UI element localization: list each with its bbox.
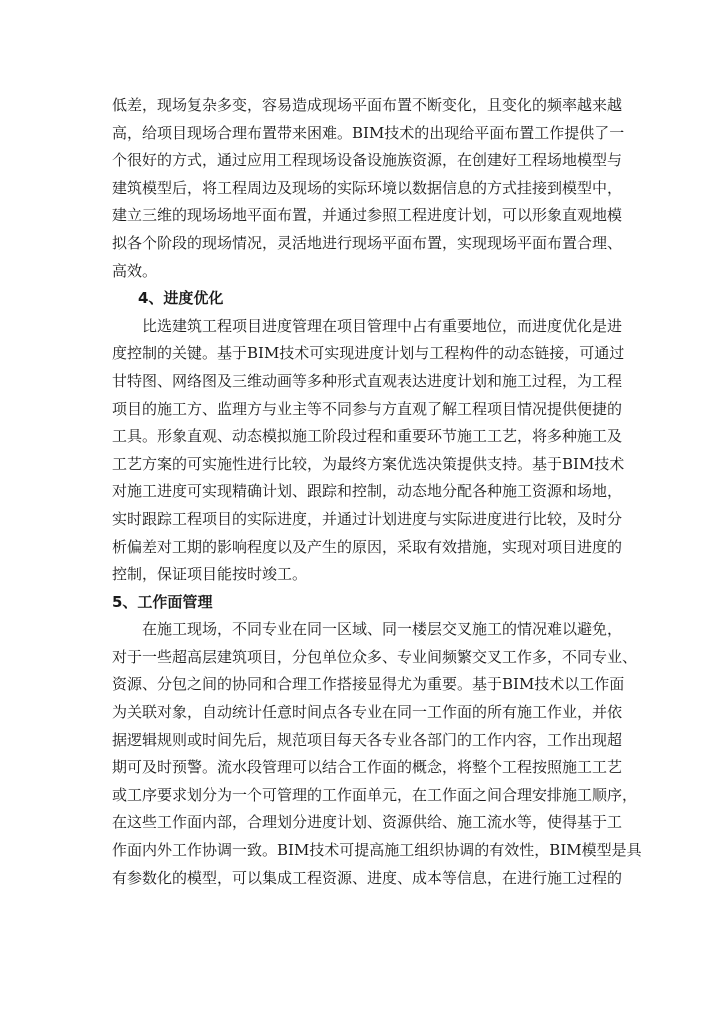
paragraph-line: 或工序要求划分为一个可管理的工作面单元，在工作面之间合理安排施工顺序， bbox=[112, 785, 638, 804]
paragraph-line: 在施工现场，不同专业在同一区域、同一楼层交叉施工的情况难以避免， bbox=[142, 620, 623, 639]
paragraph-line: 作面内外工作协调一致。BIM技术可提高施工组织协调的有效性，BIM模型是具 bbox=[112, 841, 642, 860]
paragraph-line: 比选建筑工程项目进度管理在项目管理中占有重要地位，而进度优化是进 bbox=[142, 316, 623, 335]
paragraph-line: 对于一些超高层建筑项目，分包单位众多、专业间频繁交叉工作多，不同专业、 bbox=[112, 647, 638, 666]
paragraph-line: 实时跟踪工程项目的实际进度，并通过计划进度与实际进度进行比较，及时分 bbox=[112, 509, 623, 528]
section-heading-work-face-management: 5、工作面管理 bbox=[112, 592, 213, 611]
paragraph-line: 建立三维的现场场地平面布置，并通过参照工程进度计划，可以形象直观地模 bbox=[112, 206, 623, 225]
section-5-paragraph bbox=[112, 616, 642, 892]
paragraph-line: 项目的施工方、监理方与业主等不同参与方直观了解工程项目情况提供便捷的 bbox=[112, 399, 623, 418]
paragraph-line: 工具。形象直观、动态模拟施工阶段过程和重要环节施工工艺，将多种施工及 bbox=[112, 427, 623, 446]
paragraph-line: 工艺方案的可实施性进行比较，为最终方案优选决策提供支持。基于BIM技术 bbox=[112, 454, 625, 473]
section-3-tail-paragraph bbox=[112, 92, 625, 285]
section-4-paragraph bbox=[112, 313, 625, 589]
paragraph-line: 甘特图、网络图及三维动画等多种形式直观表达进度计划和施工过程，为工程 bbox=[112, 371, 623, 390]
paragraph-line: 为关联对象，自动统计任意时间点各专业在同一工作面的所有施工作业，并依 bbox=[112, 703, 623, 722]
paragraph-line: 高效。 bbox=[112, 261, 158, 280]
paragraph-line: 控制，保证项目能按时竣工。 bbox=[112, 565, 308, 584]
paragraph-line: 拟各个阶段的现场情况，灵活地进行现场平面布置，实现现场平面布置合理、 bbox=[112, 233, 623, 252]
paragraph-line: 期可及时预警。流水段管理可以结合工作面的概念，将整个工程按照施工工艺 bbox=[112, 758, 623, 777]
paragraph-line: 资源、分包之间的协同和合理工作搭接显得尤为重要。基于BIM技术以工作面 bbox=[112, 675, 625, 694]
paragraph-line: 据逻辑规则或时间先后，规范项目每天各专业各部门的工作内容，工作出现超 bbox=[112, 730, 623, 749]
paragraph-line: 高，给项目现场合理布置带来困难。BIM技术的出现给平面布置工作提供了一 bbox=[112, 123, 625, 142]
paragraph-line: 度控制的关键。基于BIM技术可实现进度计划与工程构件的动态链接，可通过 bbox=[112, 344, 625, 363]
paragraph-line: 低差，现场复杂多变，容易造成现场平面布置不断变化，且变化的频率越来越 bbox=[112, 96, 623, 114]
paragraph-line: 在这些工作面内部，合理划分进度计划、资源供给、施工流水等，使得基于工 bbox=[112, 813, 623, 832]
paragraph-line: 对施工进度可实现精确计划、跟踪和控制，动态地分配各种施工资源和场地， bbox=[112, 482, 623, 501]
paragraph-line: 个很好的方式，通过应用工程现场设备设施族资源，在创建好工程场地模型与 bbox=[112, 151, 623, 170]
section-heading-schedule-optimization: 4、进度优化 bbox=[138, 289, 224, 308]
paragraph-line: 有参数化的模型，可以集成工程资源、进度、成本等信息，在进行施工过程的 bbox=[112, 868, 623, 887]
document-page bbox=[112, 92, 642, 892]
paragraph-line: 建筑模型后，将工程周边及现场的实际环境以数据信息的方式挂接到模型中， bbox=[112, 178, 623, 197]
paragraph-line: 析偏差对工期的影响程度以及产生的原因，采取有效措施，实现对项目进度的 bbox=[112, 537, 623, 556]
